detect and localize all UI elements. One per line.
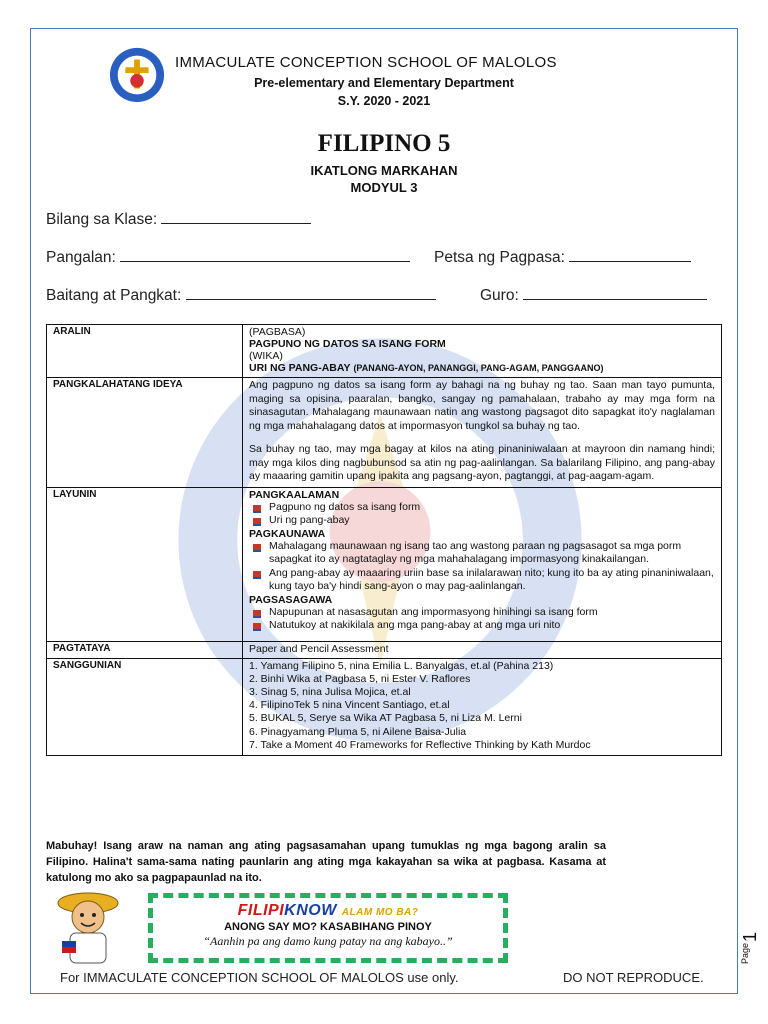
page-number	[738, 920, 768, 970]
brand-part: FILIPI	[237, 902, 285, 919]
mascot-boy-illustration	[48, 885, 128, 970]
list-item: 7. Take a Moment 40 Frameworks for Reflective Thinking by Kath Murdoc	[249, 738, 591, 751]
ideya-label: PANGKALAHATANG IDEYA	[47, 378, 243, 488]
aralin-topic: PAGPUNO NG DATOS SA ISANG FORM	[249, 338, 446, 350]
name-line	[120, 247, 410, 262]
table-row	[47, 378, 722, 488]
department: Pre-elementary and Elementary Department	[254, 76, 514, 90]
banner-title: ANONG SAY MO? KASABIHANG PINOY	[224, 921, 432, 933]
brand-tagline: ALAM MO BA?	[341, 907, 419, 918]
list-item: Pagpuno ng datos sa isang form	[249, 501, 715, 515]
kasabihan-banner	[148, 893, 508, 963]
footer-notice: For IMMACULATE CONCEPTION SCHOOL OF MALOLOS use only.	[60, 970, 459, 985]
list-item: 1. Yamang Filipino 5, nina Emilia L. Banyalgas, et.al (Pahina 213)	[249, 659, 554, 672]
class-number-line	[161, 209, 311, 224]
layunin-label: LAYUNIN	[47, 487, 243, 641]
ideya-paragraph: Ang pagpuno ng datos sa isang form ay bahagi na ng buhay ng tao. Saan man tayo pumunta, maging sa opisina, paaralan, bangko, sangay ng pamahalaan, trabaho ay may mga form na sinasagutan. Mahalagang maunawaan natin ang wastong pagsagot dito sapagkat ito'y naglalaman ng mga mahahalagang datos at impormasyon tungkol sa buhay ng tao.	[249, 379, 715, 432]
brand-part: KNOW	[284, 902, 337, 919]
list-item: 6. Pinagyamang Pluma 5, ni Ailene Baisa-Julia	[249, 725, 467, 738]
table-row	[47, 487, 722, 641]
class-number-label: Bilang sa Klase:	[46, 211, 158, 228]
aralin-tag: (WIKA)	[249, 350, 283, 362]
teacher-line	[523, 285, 707, 300]
banner-saying: “Aanhin pa ang damo kung patay na ang kabayo..”	[203, 934, 453, 948]
date-field[interactable]	[434, 247, 691, 267]
list-item: 2. Binhi Wika at Pagbasa 5, ni Ester V. Raflores	[249, 672, 471, 685]
layunin-heading: PAGKAUNAWA	[249, 527, 326, 540]
table-row	[47, 658, 722, 755]
school-name: IMMACULATE CONCEPTION SCHOOL OF MALOLOS	[175, 54, 557, 71]
date-line	[569, 247, 691, 262]
lesson-table	[46, 324, 722, 756]
aralin-topic: URI NG PANG-ABAY	[249, 362, 351, 374]
module: MODYUL 3	[350, 180, 418, 195]
name-label: Pangalan:	[46, 249, 116, 266]
layunin-heading: PANGKAALAMAN	[249, 488, 340, 501]
teacher-field[interactable]	[480, 285, 707, 305]
pagtataya-value: Paper and Pencil Assessment	[243, 641, 722, 658]
aralin-label: ARALIN	[47, 325, 243, 378]
pagtataya-label: PAGTATAYA	[47, 641, 243, 658]
page-label: Page	[740, 942, 750, 964]
grade-section-label: Baitang at Pangkat:	[46, 287, 182, 304]
list-item: Ang pang-abay ay maaaring uriin base sa inilalarawan nito; kung ito ba ay ating pinaniniwalaan, kung tayo ba'y hindi sang-ayon o may pag-aalinlangan.	[249, 567, 715, 594]
layunin-heading: PAGSASAGAWA	[249, 593, 333, 606]
aralin-tag: (PAGBASA)	[249, 326, 306, 338]
subject-title: FILIPINO 5	[317, 130, 451, 157]
list-item: Natutukoy at nakikilala ang mga pang-abay at ang mga uri nito	[249, 619, 715, 633]
date-label: Petsa ng Pagpasa:	[434, 249, 565, 266]
teacher-label: Guro:	[480, 287, 519, 304]
list-item: 5. BUKAL 5, Serye sa Wika AT Pagbasa 5, ni Liza M. Lerni	[249, 712, 522, 725]
table-row	[47, 325, 722, 378]
aralin-content	[243, 325, 722, 378]
list-item: 4. FilipinoTek 5 nina Vincent Santiago, et.al	[249, 699, 450, 712]
list-item: Mahalagang maunawaan ng isang tao ang wastong paraan ng pagsasagot sa mga porm sapagkat ito ay nagtataglay ng mga mahahalagang impormasyong kinakailangan.	[249, 540, 715, 567]
table-row	[47, 641, 722, 658]
ideya-paragraph: Sa buhay ng tao, may mga bagay at kilos na ating pinaniniwalaan at mayroon din namang hindi; may mga kilos ding nagbubunsod sa atin ng pag-aalinlangan. Sa balarilang Filipino, ang pang-abay ay maaaring gamitin upang ipakita ang pagsang-ayon, pagtanggi, at pag-aagam-agam.	[249, 443, 715, 482]
sanggunian-content	[243, 658, 722, 755]
list-item: Uri ng pang-abay	[249, 514, 715, 528]
list-item: 3. Sinag 5, nina Julisa Mojica, et.al	[249, 685, 411, 698]
name-field[interactable]	[46, 247, 410, 267]
intro-paragraph: Mabuhay! Isang araw na naman ang ating pagsasamahan upang tumuklas ng mga bagong aralin sa Filipino. Halina't sama-sama nating paunlarin ang ating mga kakayahan sa wika at pagbasa. Kasama at katulong mo ako sa pagpapaunlad na ito.	[46, 840, 606, 884]
ideya-content	[243, 378, 722, 488]
grade-section-line	[186, 285, 436, 300]
aralin-topic-detail: (PANANG-AYON, PANANGGI, PANG-AGAM, PANGGAANO)	[353, 363, 604, 373]
grade-section-field[interactable]	[46, 285, 436, 305]
layunin-content	[243, 487, 722, 641]
class-number-field[interactable]	[46, 209, 311, 229]
footer-warning: DO NOT REPRODUCE.	[563, 970, 704, 985]
list-item: Napupunan at nasasagutan ang impormasyong hinihingi sa isang form	[249, 606, 715, 620]
school-year: S.Y. 2020 - 2021	[337, 94, 431, 108]
quarter: IKATLONG MARKAHAN	[310, 163, 458, 178]
page-number-value: 1	[740, 931, 760, 942]
brand-logo	[153, 902, 503, 920]
sanggunian-label: SANGGUNIAN	[47, 658, 243, 755]
